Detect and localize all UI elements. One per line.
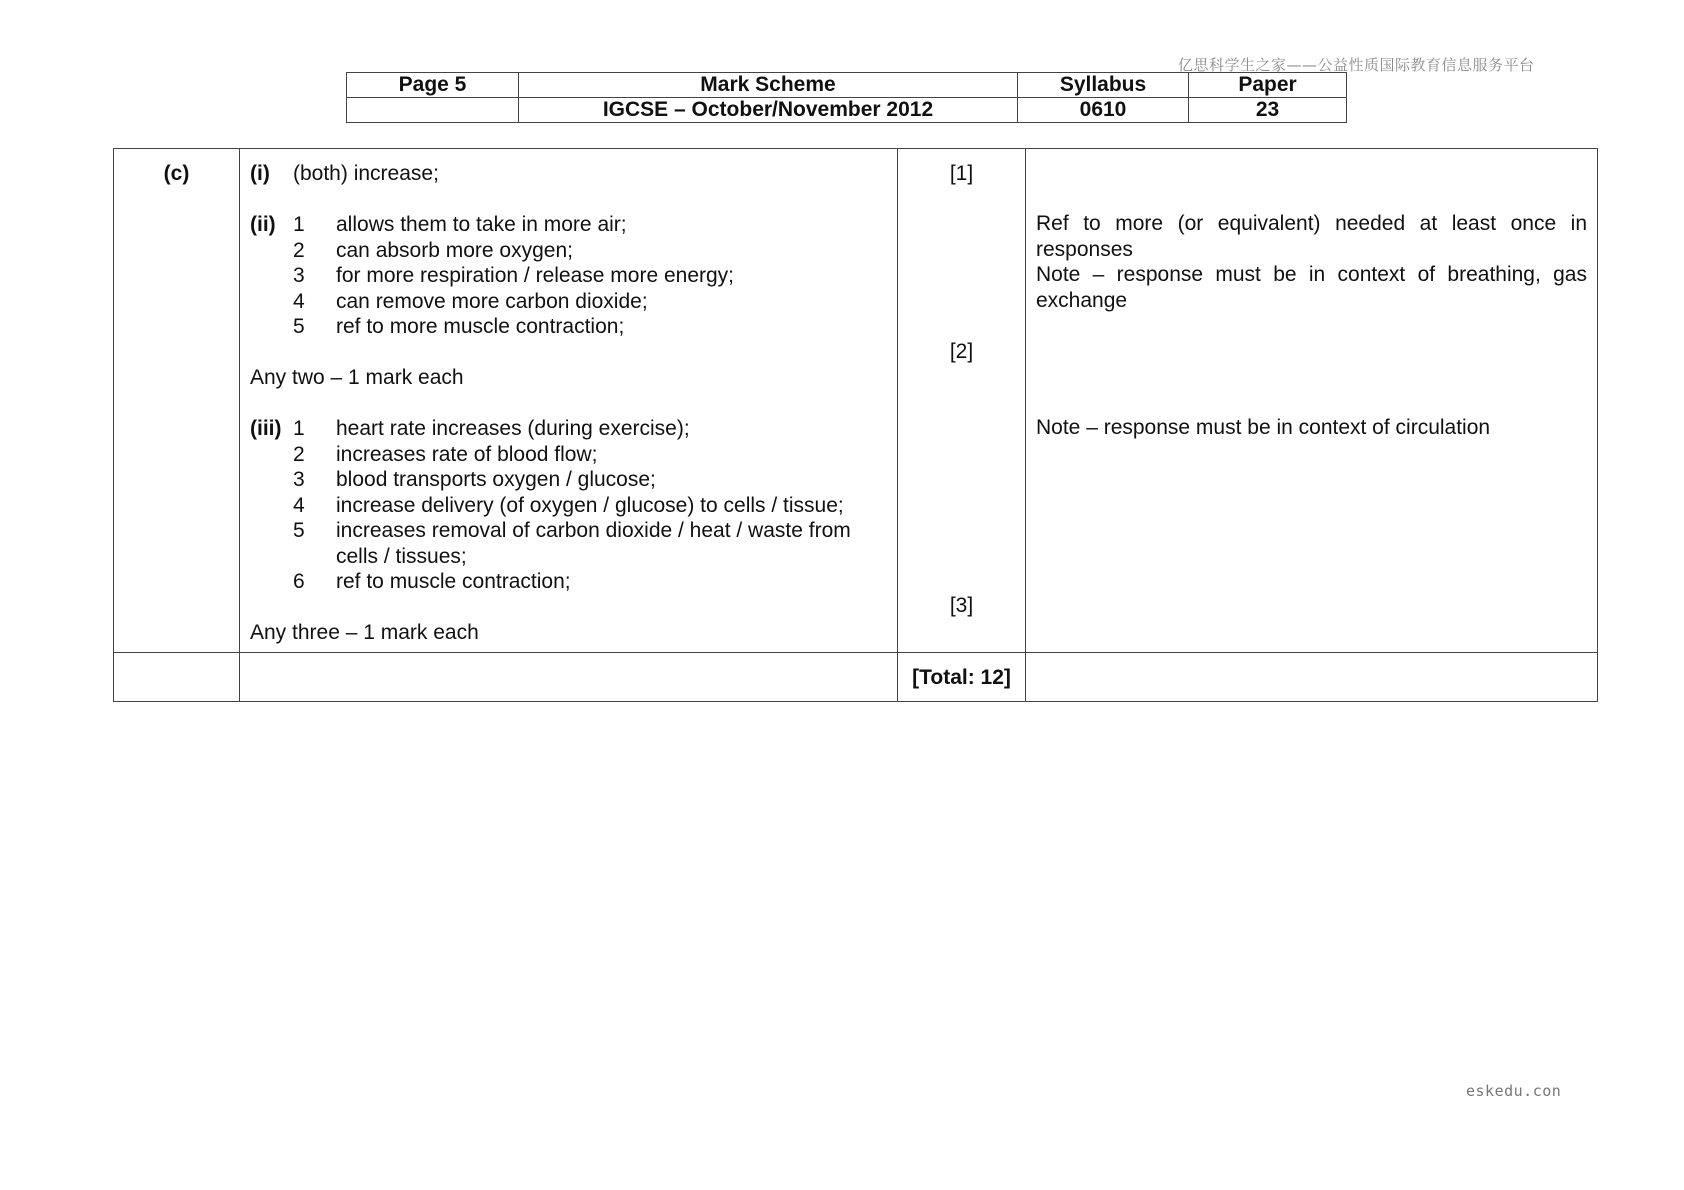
part-i: [250, 161, 887, 187]
item-number: 3: [293, 468, 305, 491]
header-row-2: [347, 98, 1347, 123]
guidance-cell: [1026, 149, 1598, 653]
part-ii-rule: Any two – 1 mark each: [250, 366, 464, 389]
part-iii-item-4: [250, 493, 887, 519]
item-text: increases rate of blood flow;: [336, 442, 598, 466]
header-empty-cell: [347, 98, 519, 123]
part-ii-item-2: [250, 238, 887, 264]
item-number: 5: [293, 315, 305, 338]
item-text: increases removal of carbon dioxide / heat / waste from cells / tissues;: [336, 519, 851, 568]
part-iii-item-5: [250, 518, 887, 569]
item-text: ref to more muscle contraction;: [336, 315, 625, 338]
part-iii-label: (iii): [250, 417, 282, 440]
page-number: Page 5: [347, 73, 519, 98]
item-text: blood transports oxygen / glucose;: [336, 468, 656, 491]
question-label: [114, 149, 240, 653]
header-row-1: [347, 73, 1347, 98]
item-number: 5: [293, 519, 305, 542]
paper-heading: Paper: [1189, 73, 1347, 98]
marks-cell: [898, 149, 1026, 653]
part-i-label: (i): [250, 162, 270, 185]
question-row: [114, 149, 1598, 653]
part-iii-item-2: [250, 442, 887, 468]
syllabus-code: 0610: [1018, 98, 1189, 123]
total-empty-3: [1026, 652, 1598, 701]
total-empty-2: [240, 652, 898, 701]
item-number: 4: [293, 289, 305, 313]
item-text: increase delivery (of oxygen / glucose) to cells / tissue;: [336, 493, 844, 517]
item-text: heart rate increases (during exercise);: [336, 417, 690, 440]
item-text: can absorb more oxygen;: [336, 238, 573, 262]
part-ii-label: (ii): [250, 213, 276, 236]
part-ii-item-5: [250, 314, 887, 340]
item-text: allows them to take in more air;: [336, 213, 627, 236]
item-number: 4: [293, 493, 305, 517]
part-iii-mark: [3]: [949, 594, 974, 617]
mark-scheme-table: [113, 148, 1598, 702]
total-row: [114, 652, 1598, 701]
part-ii-note-2: Note – response must be in context of breathing, gas exchange: [1036, 263, 1587, 312]
part-ii-item-3: [250, 263, 887, 289]
exam-session: IGCSE – October/November 2012: [519, 98, 1018, 123]
part-ii-mark: [2]: [949, 340, 974, 363]
item-text: ref to muscle contraction;: [336, 570, 571, 593]
item-text: for more respiration / release more energy;: [336, 264, 735, 287]
part-ii-item-4: [250, 289, 887, 315]
answer-cell: [240, 149, 898, 653]
item-number: 6: [293, 570, 305, 593]
part-iii-note: Note – response must be in context of circulation: [1036, 416, 1491, 439]
item-number: 2: [293, 238, 305, 262]
part-iii-item-3: [250, 467, 887, 493]
paper-number: 23: [1189, 98, 1347, 123]
item-text: can remove more carbon dioxide;: [336, 289, 648, 313]
question-label-text: (c): [163, 162, 190, 185]
part-ii-item-1: [250, 212, 887, 238]
header-table: [346, 72, 1347, 123]
total-marks: [Total: 12]: [898, 652, 1026, 701]
watermark-text: 亿思科学生之家——公益性质国际教育信息服务平台: [1178, 56, 1535, 74]
part-i-text: (both) increase;: [293, 162, 439, 185]
document-title: Mark Scheme: [519, 73, 1018, 98]
part-iii-rule: Any three – 1 mark each: [250, 621, 479, 644]
syllabus-heading: Syllabus: [1018, 73, 1189, 98]
item-number: 1: [293, 417, 305, 440]
part-iii-item-1: [250, 416, 887, 442]
part-iii-item-6: [250, 569, 887, 595]
part-i-mark: [1]: [949, 162, 974, 185]
part-ii-note-1: Ref to more (or equivalent) needed at least once in responses: [1036, 212, 1587, 261]
total-empty-1: [114, 652, 240, 701]
item-number: 3: [293, 264, 305, 287]
item-number: 2: [293, 442, 305, 466]
item-number: 1: [293, 213, 305, 236]
footer-website: eskedu.con: [1466, 1082, 1562, 1100]
